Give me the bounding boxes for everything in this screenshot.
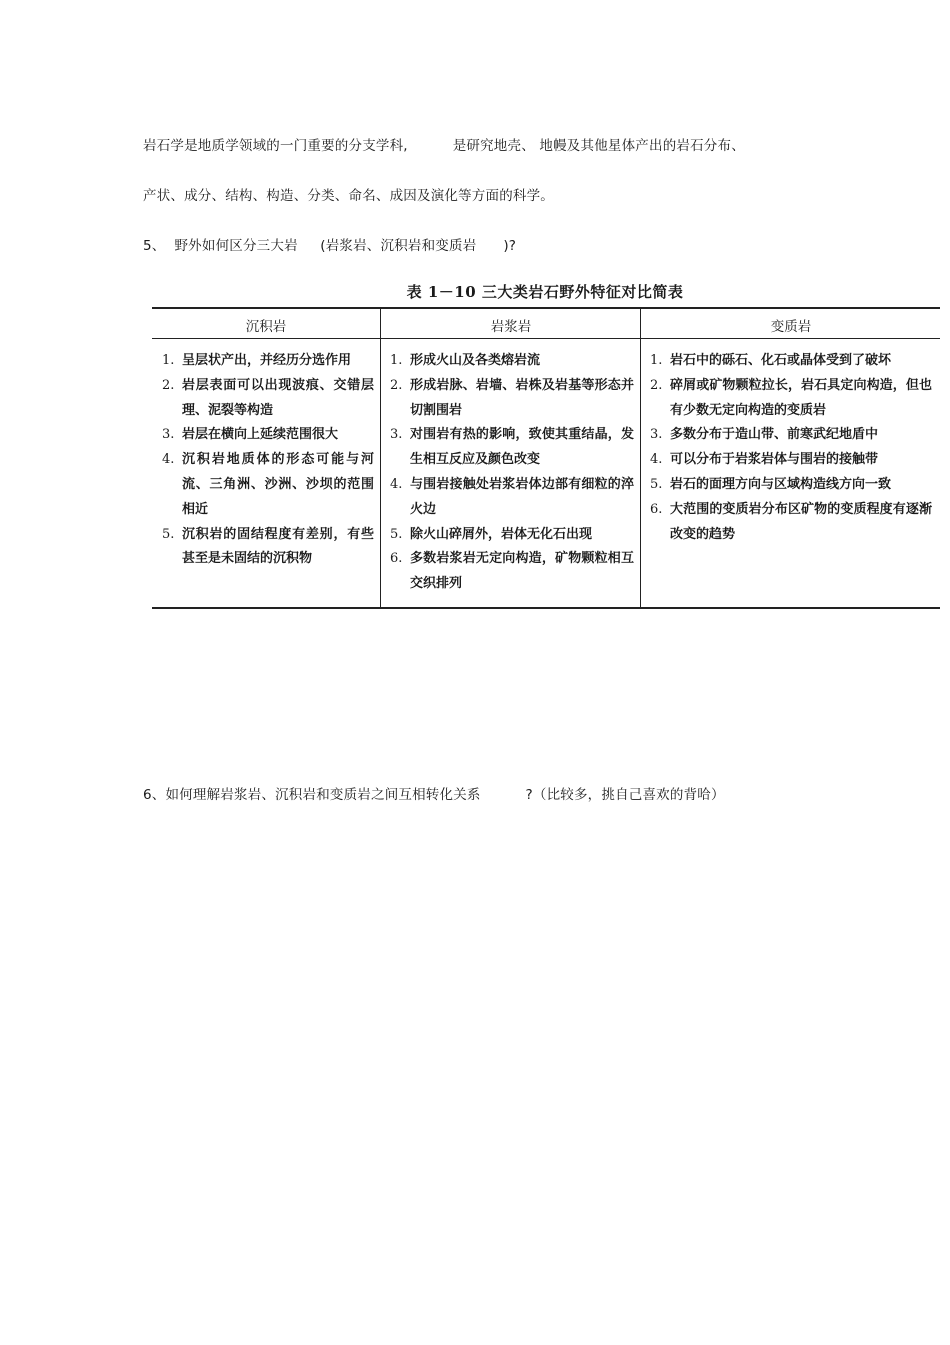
item-text: 呈层状产出，并经历分选作用 xyxy=(182,353,352,368)
list-item xyxy=(162,448,374,522)
item-text: 可以分布于岩浆岩体与围岩的接触带 xyxy=(670,452,879,468)
item-number: 2. xyxy=(650,377,663,393)
header-divider xyxy=(152,338,940,339)
column-sedimentary xyxy=(162,349,374,572)
list-item xyxy=(390,423,634,473)
list-item xyxy=(650,374,932,424)
list-item xyxy=(650,423,932,448)
item-number: 2. xyxy=(390,377,403,393)
item-text: 岩层在横向上延续范围很大 xyxy=(182,427,339,443)
item-number: 2. xyxy=(162,377,175,393)
item-number: 1. xyxy=(162,353,175,368)
item-number: 1. xyxy=(390,353,403,368)
intro-paragraph-line-1: 岩石学是地质学领域的一门重要的分支学科, 是研究地壳、 地幔及其他星体产出的岩石分布、 xyxy=(143,138,745,154)
item-number: 3. xyxy=(390,427,403,443)
item-text: 除火山碎屑外，岩体无化石出现 xyxy=(410,526,593,542)
list-item xyxy=(390,374,634,424)
item-number: 3. xyxy=(162,427,175,443)
item-number: 4. xyxy=(650,452,663,468)
question-5: 5、 野外如何区分三大岩 (岩浆岩、沉积岩和变质岩 )? xyxy=(143,238,517,254)
column-metamorphic xyxy=(650,349,932,547)
list-item xyxy=(390,473,634,523)
item-number: 5. xyxy=(390,526,403,542)
item-text: 形成火山及各类熔岩流 xyxy=(410,353,541,368)
list-item xyxy=(390,523,634,548)
item-number: 3. xyxy=(650,427,663,443)
item-text: 沉积岩地质体的形态可能与河流、三角洲、沙洲、沙坝的范围相近 xyxy=(182,452,374,517)
item-number: 5. xyxy=(650,476,663,492)
item-number: 4. xyxy=(390,476,403,492)
item-text: 对围岩有热的影响，致使其重结晶，发生相互反应及颜色改变 xyxy=(410,427,634,468)
list-item xyxy=(650,473,932,498)
column-divider xyxy=(380,309,381,607)
item-text: 岩石中的砾石、化石或晶体受到了破坏 xyxy=(670,353,892,368)
item-text: 岩石的面理方向与区域构造线方向一致 xyxy=(670,476,892,492)
table-caption: 表 1－10 三大类岩石野外特征对比简表 xyxy=(406,283,684,301)
item-number: 6. xyxy=(650,501,663,517)
rock-comparison-table xyxy=(152,307,940,609)
item-number: 5. xyxy=(162,526,175,542)
intro-paragraph-line-2: 产状、成分、结构、构造、分类、命名、成因及演化等方面的科学。 xyxy=(143,188,554,204)
list-item xyxy=(162,349,374,374)
item-text: 与围岩接触处岩浆岩体边部有细粒的淬火边 xyxy=(410,476,634,517)
item-text: 多数分布于造山带、前寒武纪地盾中 xyxy=(670,427,879,443)
header-sedimentary: 沉积岩 xyxy=(245,319,287,335)
item-text: 碎屑或矿物颗粒拉长，岩石具定向构造，但也有少数无定向构造的变质岩 xyxy=(670,377,932,418)
item-text: 多数岩浆岩无定向构造，矿物颗粒相互交织排列 xyxy=(410,551,634,592)
list-item xyxy=(650,498,932,548)
column-divider xyxy=(640,309,641,607)
item-text: 岩层表面可以出现波痕、交错层理、泥裂等构造 xyxy=(182,377,374,418)
item-text: 大范围的变质岩分布区矿物的变质程度有逐渐改变的趋势 xyxy=(670,501,932,542)
list-item xyxy=(650,349,932,374)
list-item xyxy=(162,423,374,448)
header-metamorphic: 变质岩 xyxy=(770,319,812,335)
header-igneous: 岩浆岩 xyxy=(490,319,532,335)
list-item xyxy=(650,448,932,473)
item-number: 1. xyxy=(650,353,663,368)
question-6: 6、如何理解岩浆岩、沉积岩和变质岩之间互相转化关系 ?（比较多，挑自己喜欢的背哈） xyxy=(143,787,725,803)
list-item xyxy=(390,349,634,374)
list-item xyxy=(390,547,634,597)
item-number: 4. xyxy=(162,452,175,468)
item-number: 6. xyxy=(390,551,403,567)
item-text: 沉积岩的固结程度有差别，有些甚至是未固结的沉积物 xyxy=(182,526,374,567)
list-item xyxy=(162,374,374,424)
item-text: 形成岩脉、岩墙、岩株及岩基等形态并切割围岩 xyxy=(410,377,634,418)
list-item xyxy=(162,523,374,573)
column-igneous xyxy=(390,349,634,597)
